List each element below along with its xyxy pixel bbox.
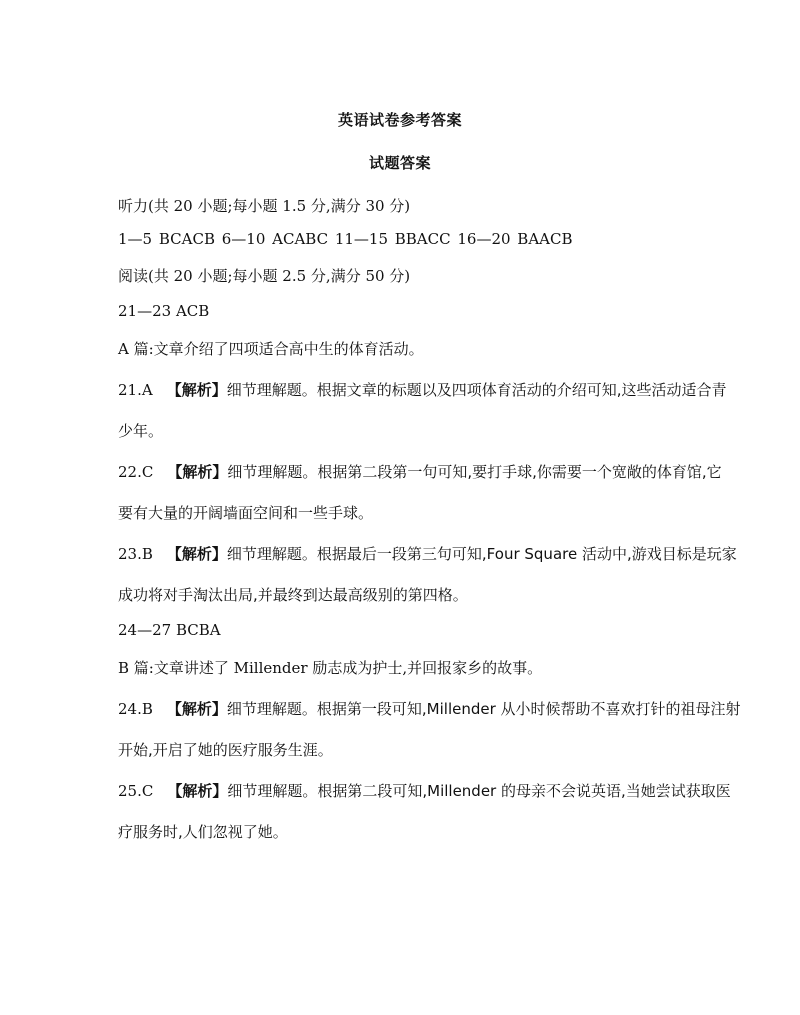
q23-explanation	[118, 543, 737, 564]
q25-line2: 疗服务时,人们忽视了她。	[118, 823, 288, 841]
q23-tag: 【解析】	[166, 545, 227, 563]
q25-explanation	[118, 780, 731, 801]
q22-number: 22.C	[118, 463, 154, 481]
page-subtitle: 试题答案	[368, 154, 431, 172]
passage-a-summary: A 篇:文章介绍了四项适合高中生的体育活动。	[118, 340, 424, 358]
q25-number: 25.C	[118, 782, 154, 800]
q21-line2: 少年。	[118, 422, 164, 440]
reading-header: 阅读(共 20 小题;每小题 2.5 分,满分 50 分)	[118, 267, 411, 285]
q22-line2: 要有大量的开阔墙面空间和一些手球。	[118, 504, 374, 522]
q22-explanation	[118, 461, 722, 482]
q23-line1: 细节理解题。根据最后一段第三句可知,Four Square 活动中,游戏目标是玩家	[226, 545, 737, 563]
q22-line1: 细节理解题。根据第二段第一句可知,要打手球,你需要一个宽敞的体育馆,它	[227, 463, 722, 481]
q22-tag: 【解析】	[167, 463, 228, 481]
q24-explanation	[118, 698, 741, 719]
listening-header: 听力(共 20 小题;每小题 1.5 分,满分 30 分)	[118, 197, 411, 215]
q21-tag: 【解析】	[166, 381, 227, 399]
q24-line2: 开始,开启了她的医疗服务生涯。	[118, 741, 333, 759]
q24-number: 24.B	[118, 700, 153, 718]
range-21-23: 21—23 ACB	[118, 302, 210, 320]
q23-line2: 成功将对手淘汰出局,并最终到达最高级别的第四格。	[118, 586, 468, 604]
listening-answers: 1—5 BCACB 6—10 ACABC 11—15 BBACC 16—20 BAACB	[118, 230, 573, 248]
passage-b-summary: B 篇:文章讲述了 Millender 励志成为护士,并回报家乡的故事。	[118, 659, 543, 677]
q25-line1: 细节理解题。根据第二段可知,Millender 的母亲不会说英语,当她尝试获取医	[227, 782, 731, 800]
q21-line1: 细节理解题。根据文章的标题以及四项体育活动的介绍可知,这些活动适合青	[226, 381, 727, 399]
page-title: 英语试卷参考答案	[337, 111, 462, 129]
q21-number: 21.A	[118, 381, 153, 399]
q24-tag: 【解析】	[166, 700, 227, 718]
q23-number: 23.B	[118, 545, 153, 563]
q21-explanation	[118, 379, 727, 400]
range-24-27: 24—27 BCBA	[118, 621, 221, 639]
q25-tag: 【解析】	[167, 782, 228, 800]
q24-line1: 细节理解题。根据第一段可知,Millender 从小时候帮助不喜欢打针的祖母注射	[226, 700, 741, 718]
